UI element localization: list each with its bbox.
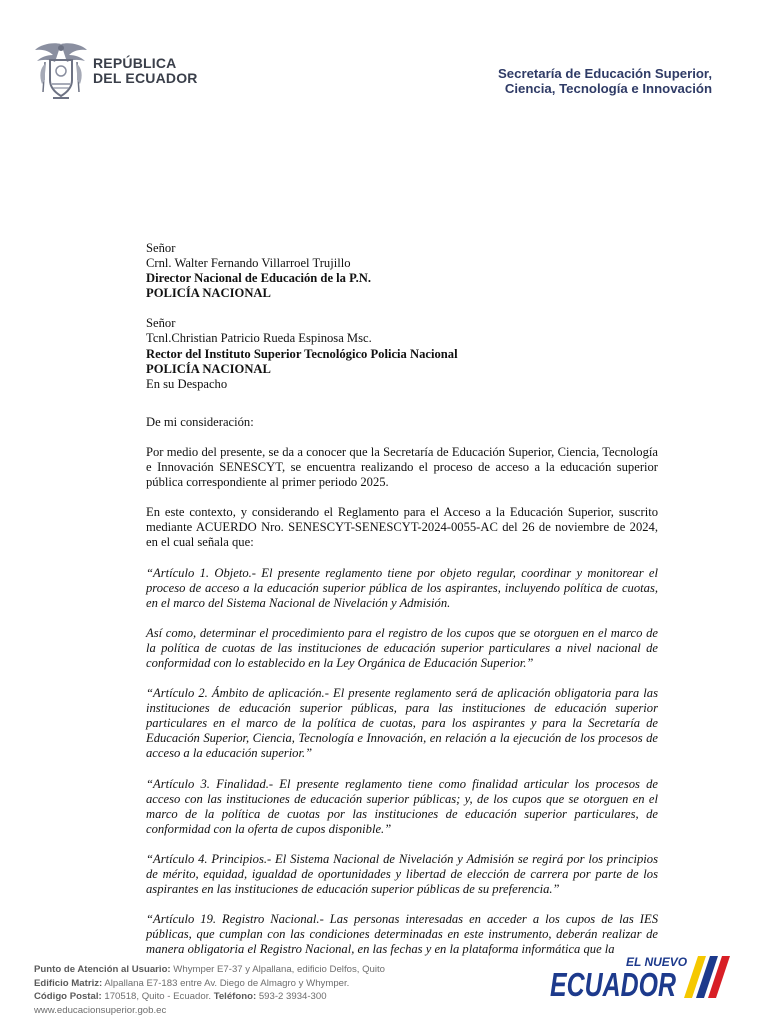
recipient-block-1 [146, 241, 658, 301]
body-paragraph: Por medio del presente, se da a conocer que la Secretaría de Educación Superior, Ciencia, Tecnología e Innovación SENESCYT, se encuentra realizando el proceso de acceso a la educación superior pública correspondiente al primer periodo 2025. [146, 444, 658, 490]
recipient-title: Director Nacional de Educación de la P.N. [146, 271, 372, 286]
footer-line: Edificio Matriz: Alpallana E7-183 entre Av. Diego de Almagro y Whymper. [34, 977, 350, 989]
agency-line-1: Secretaría de Educación Superior, [497, 66, 712, 81]
quoted-article: “Artículo 1. Objeto.- El presente reglamento tiene por objeto regular, coordinar y monitorear el proceso de acceso a la educación superior pública de los aspirantes, incluyendo política de cuotas, en el marco del Sistema Nacional de Nivelación y Admisión. [146, 565, 658, 610]
brand-top-text: EL NUEVO [626, 955, 688, 969]
agency-line-2: Ciencia, Tecnología e Innovación [504, 81, 712, 96]
body-paragraph: En este contexto, y considerando el Reglamento para el Acceso a la Educación Superior, suscrito mediante ACUERDO Nro. SENESCYT-SENESCYT-2024-0055-AC del 26 de noviembre de 2024, en el cual señala que: [146, 505, 658, 550]
footer-line: Código Postal: 170518, Quito - Ecuador. Teléfono: 593-2 3934-300 [34, 991, 327, 1002]
country-name [93, 56, 198, 86]
recipient-title: Rector del Instituto Superior Tecnológico Policia Nacional [146, 346, 458, 361]
brand-main-text: ECUADOR [550, 966, 677, 1003]
letter-body [146, 241, 658, 957]
recipient-location: En su Despacho [146, 376, 228, 391]
quoted-article: “Artículo 19. Registro Nacional.- Las personas interesadas en acceder a los cupos de las IES públicas, que cumplan con las condiciones determinadas en este instrumento, deberán realizar de manera obligatoria el Registro Nacional, en las fechas y en la plataforma informática que la [146, 912, 658, 957]
recipient-salutation: Señor [146, 316, 176, 331]
country-line-1: REPÚBLICA [93, 55, 177, 71]
recipient-name: Tcnl.Christian Patricio Rueda Espinosa Msc. [146, 331, 372, 346]
recipient-name: Crnl. Walter Fernando Villarroel Trujillo [146, 256, 351, 271]
footer-website: www.educacionsuperior.gob.ec [34, 1004, 167, 1016]
footer-line: Punto de Atención al Usuario: Whymper E7-37 y Alpallana, edificio Delfos, Quito [34, 964, 386, 975]
flag-stripes-icon [684, 956, 730, 998]
recipient-org: POLICÍA NACIONAL [146, 286, 271, 301]
agency-name [498, 66, 712, 96]
greeting: De mi consideración: [146, 414, 254, 429]
quoted-article: “Artículo 2. Ámbito de aplicación.- El presente reglamento será de aplicación obligatoria para las instituciones de educación superior públicas, para las instituciones de educación superior particulares en el marco de la política de cuotas, para los aspirantes y para la Secretaría de Educación Superior, Ciencia, Tecnología e Innovación, en relación a la ejecución de los procesos de acceso a la educación superior.” [146, 686, 658, 761]
country-line-2: DEL ECUADOR [93, 70, 198, 86]
quoted-article: “Artículo 3. Finalidad.- El presente reglamento tiene como finalidad articular los procesos de acceso con las instituciones de educación superior públicas; y, de los cupos que se otorguen en el marco de la política de cuotas por las instituciones de educación superior particulares, de conformidad con la oferta de cupos disponible.” [146, 776, 658, 836]
quoted-article: Así como, determinar el procedimiento para el registro de los cupos que se otorguen en el marco de la política de cuotas de las instituciones de educación superior particulares a nivel nacional de conformidad con lo establecido en la Ley Orgánica de Educación Superior.” [146, 625, 658, 670]
el-nuevo-ecuador-logo [548, 950, 734, 1006]
quoted-article: “Artículo 4. Principios.- El Sistema Nacional de Nivelación y Admisión se regirá por los principios de mérito, equidad, igualdad de oportunidades y libertad de elección de carrera por parte de los aspirantes en las instituciones de educación superior públicas de su preferencia.” [146, 851, 658, 897]
coat-of-arms-icon [33, 40, 89, 102]
recipient-org: POLICÍA NACIONAL [146, 361, 271, 376]
recipient-salutation: Señor [146, 241, 176, 255]
footer-contact [34, 963, 385, 1017]
republic-logo [33, 40, 198, 102]
recipient-block-2 [146, 316, 658, 391]
